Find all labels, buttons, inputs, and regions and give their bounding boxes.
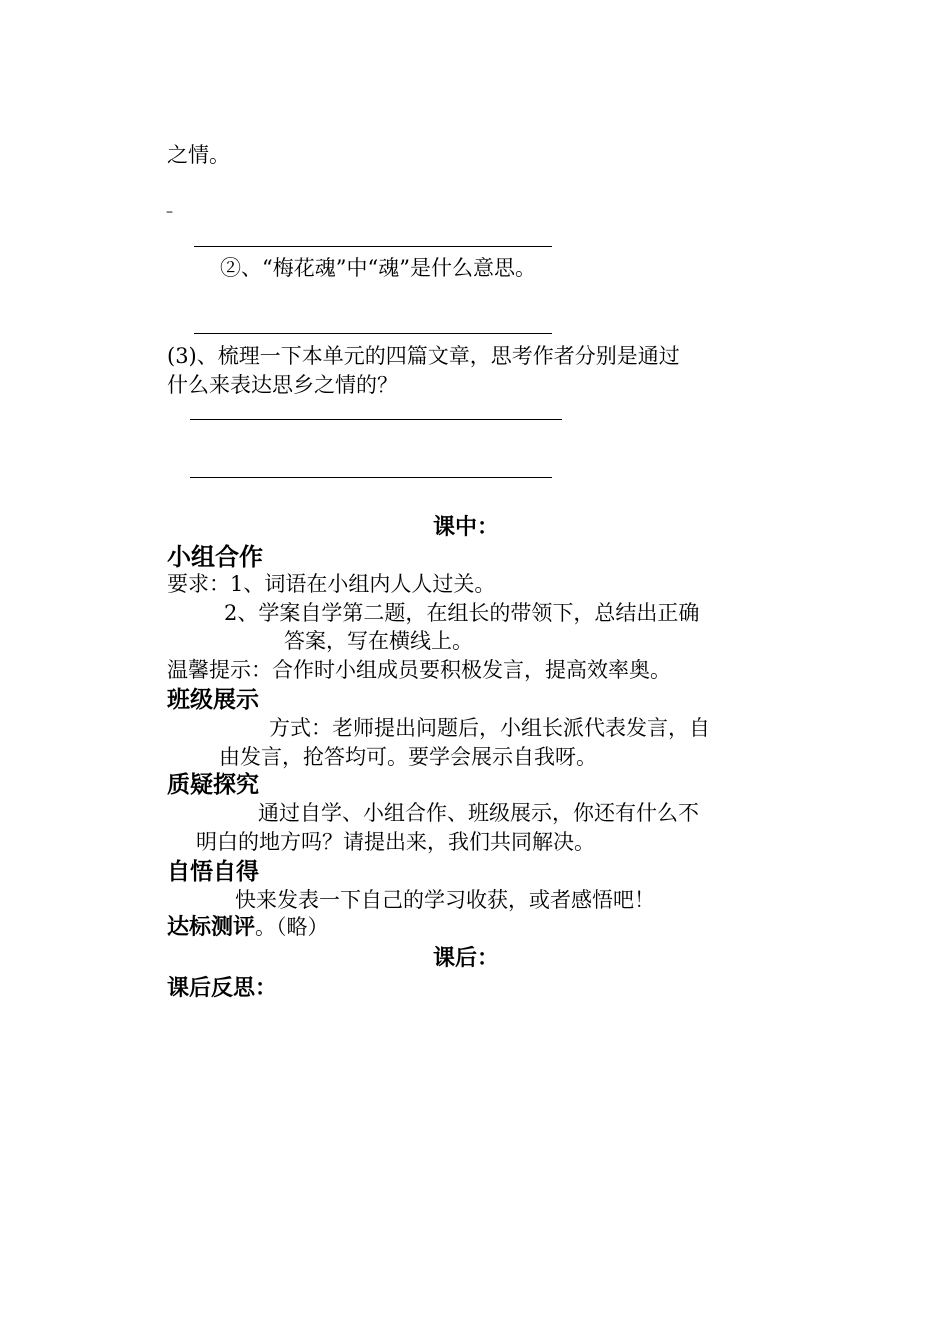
requirement-1: 要求：1、词语在小组内人人过关。 <box>167 572 496 596</box>
inquiry-line-1: 通过自学、小组合作、班级展示，你还有什么不 <box>258 801 699 825</box>
question-3-line-2: 什么来表达思乡之情的？ <box>167 373 398 397</box>
text-line: 之情。 <box>167 143 230 167</box>
heading-assessment: 达标测评 <box>167 915 256 940</box>
answer-line[interactable] <box>194 246 552 247</box>
insight-line-1: 快来发表一下自己的学习收获，或者感悟吧！ <box>235 888 655 912</box>
heading-self-insight: 自悟自得 <box>167 859 259 885</box>
assessment-line <box>167 917 329 939</box>
answer-line[interactable] <box>190 419 562 420</box>
heading-inquiry: 质疑探究 <box>167 772 259 798</box>
inquiry-line-2: 明白的地方吗？请提出来，我们共同解决。 <box>196 830 595 854</box>
assessment-note: 。（略） <box>255 915 329 939</box>
section-title-in-class: 课中： <box>433 515 500 540</box>
showcase-line-1: 方式：老师提出问题后，小组长派代表发言，自 <box>269 716 710 740</box>
requirement-2-line-1: 2、学案自学第二题，在组长的带领下，总结出正确 <box>224 601 700 625</box>
heading-class-showcase: 班级展示 <box>167 687 259 713</box>
heading-group-cooperation: 小组合作 <box>167 543 263 571</box>
heading-reflection: 课后反思： <box>167 976 278 1001</box>
dash-mark: – <box>166 204 173 220</box>
answer-line[interactable] <box>194 333 552 334</box>
question-2: ②、“梅花魂”中“魂”是什么意思。 <box>220 256 536 280</box>
question-3-line-1: (3)、梳理一下本单元的四篇文章，思考作者分别是通过 <box>167 344 680 368</box>
warm-tip: 温馨提示：合作时小组成员要积极发言，提高效率奥。 <box>167 658 671 682</box>
answer-line[interactable] <box>190 477 552 478</box>
section-title-after-class: 课后： <box>433 946 500 971</box>
showcase-line-2: 由发言，抢答均可。要学会展示自我呀。 <box>219 745 597 769</box>
requirement-2-line-2: 答案，写在横线上。 <box>284 629 473 653</box>
